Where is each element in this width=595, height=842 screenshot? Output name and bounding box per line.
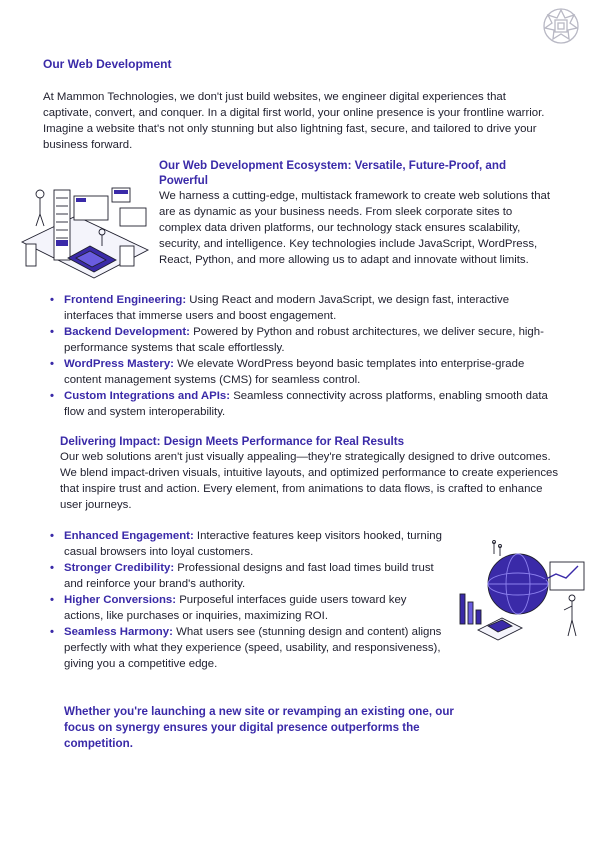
closing-statement: Whether you're launching a new site or revamping an existing one, our focus on synergy ensures your digital presence outperforms the competition. [64, 705, 454, 750]
list-item-term: Custom Integrations and APIs: [64, 390, 231, 402]
benefits-list [50, 528, 445, 672]
list-item [50, 324, 560, 356]
impact-section [60, 434, 560, 513]
list-item-text: What users see (stunning design and content) aligns perfectly with what they experience (speed, usability, and responsiveness), giving you a competitive edge. [64, 626, 442, 670]
list-item-text: Professional designs and fast load times build trust and reinforce your brand's authority. [64, 562, 434, 590]
web-development-illustration [16, 180, 154, 292]
intro-paragraph: At Mammon Technologies, we don't just build websites, we engineer digital experiences that captivate, convert, and conquer. In a digital first world, your online presence is your frontline warrior. Imagine a website that's not only stunning but also lightning fast, secure, and tailored to drive your business forward. [43, 91, 545, 151]
list-item-term: Seamless Harmony: [64, 626, 173, 638]
list-item [50, 388, 560, 420]
list-item-term: Higher Conversions: [64, 594, 177, 606]
company-logo-icon [541, 6, 581, 46]
list-item-text: Using React and modern JavaScript, we design fast, interactive interfaces that immerse users and boost engagement. [64, 294, 510, 322]
list-item [50, 356, 560, 388]
ecosystem-body: We harness a cutting-edge, multistack framework to create web solutions that are as dynamic as your business needs. From sleek corporate sites to complex data driven platforms, our technology stack ensures scalability, security, and intelligence. Key technologies include JavaScript, WordPress, React, Python, and more allowing us to adapt and innovate without limits. [159, 190, 551, 266]
list-item-text: We elevate WordPress beyond basic templates into enterprise-grade content management systems (CMS) for seamless control. [64, 358, 525, 386]
list-item [50, 624, 445, 672]
list-item-term: WordPress Mastery: [64, 358, 174, 370]
list-item [50, 560, 445, 592]
list-item-text: Purposeful interfaces guide users toward key actions, like purchases or inquiries, maximizing ROI. [64, 594, 407, 622]
list-item [50, 528, 445, 560]
list-item-text: Powered by Python and robust architectures, we deliver secure, high-performance systems that scale effortlessly. [64, 326, 544, 354]
services-list [50, 292, 560, 420]
impact-title: Delivering Impact: Design Meets Performance for Real Results [60, 435, 405, 448]
list-item [50, 592, 445, 624]
impact-body: Our web solutions aren't just visually appealing—they're strategically designed to drive outcomes. We blend impact-driven visuals, intuitive layouts, and optimized performance to create experiences that inspire trust and action. Every element, from animations to data flows, is crafted to enhance user journeys. [60, 451, 559, 511]
ecosystem-title: Our Web Development Ecosystem: Versatile, Future-Proof, and Powerful [159, 159, 507, 187]
list-item-term: Frontend Engineering: [64, 294, 187, 306]
list-item-term: Enhanced Engagement: [64, 530, 194, 542]
list-item-term: Backend Development: [64, 326, 190, 338]
list-item-text: Seamless connectivity across platforms, enabling smooth data flow and system interoperability. [64, 390, 548, 418]
list-item-text: Interactive features keep visitors hooked, turning casual browsers into loyal customers. [64, 530, 442, 558]
list-item [50, 292, 560, 324]
ecosystem-section [159, 158, 554, 268]
page-heading: Our Web Development [43, 57, 172, 71]
list-item-term: Stronger Credibility: [64, 562, 175, 574]
global-network-illustration [448, 540, 588, 644]
